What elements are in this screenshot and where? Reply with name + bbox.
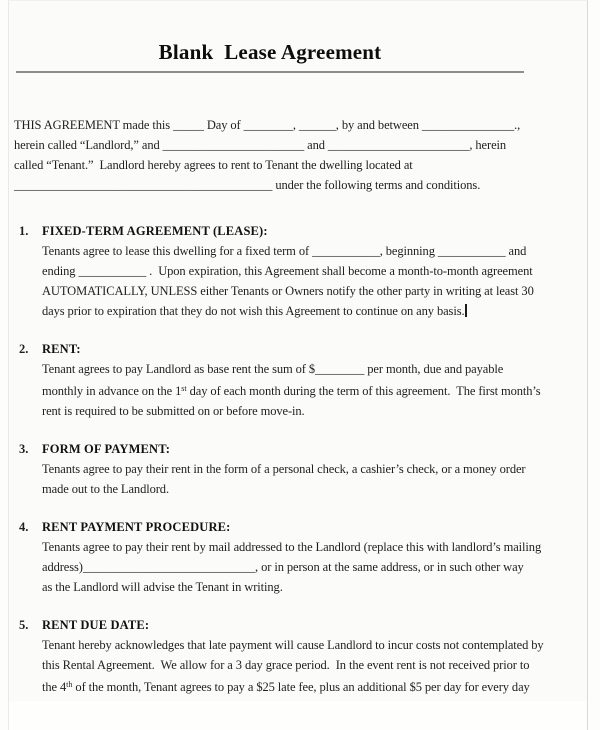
body-line: rent is required to be submitted on or before move-in. <box>42 404 305 418</box>
body-line <box>42 379 587 401</box>
title-underline-rule <box>16 71 524 73</box>
intro-line: __________________________________________ under the following terms and conditions. <box>14 178 481 192</box>
section-number: 4. <box>19 520 29 534</box>
section-rent-due-date <box>9 615 587 697</box>
body-line: made out to the Landlord. <box>42 482 169 496</box>
section-heading: RENT PAYMENT PROCEDURE: <box>42 520 231 534</box>
text-segment: of the month, Tenant agrees to pay a $25 late fee, plus an additional $5 per day for every day <box>72 680 530 694</box>
text-segment: day of each month during the term of this agreement. The first month’s <box>186 384 541 398</box>
body-line: AUTOMATICALLY, UNLESS either Tenants or Owners notify the other party in writing at least 30 <box>42 284 534 298</box>
page-bottom-margin <box>9 701 587 730</box>
section-rent-payment-procedure <box>9 517 587 597</box>
body-line: address)____________________________, or in person at the same address, or in such other way <box>42 560 524 574</box>
intro-paragraph <box>9 115 587 195</box>
section-number: 5. <box>19 618 29 632</box>
intro-line: called “Tenant.” Landlord hereby agrees to rent to Tenant the dwelling located at <box>14 158 413 172</box>
body-line: ending ___________ . Upon expiration, this Agreement shall become a month-to-month agreement <box>42 264 533 278</box>
body-line: Tenant agrees to pay Landlord as base rent the sum of $________ per month, due and payable <box>42 362 504 376</box>
superscript-ordinal: th <box>66 680 73 689</box>
section-rent <box>9 339 587 421</box>
section-number: 3. <box>19 442 29 456</box>
document-title: Blank Lease Agreement <box>158 40 382 64</box>
section-heading: FORM OF PAYMENT: <box>42 442 171 456</box>
section-heading: RENT DUE DATE: <box>42 618 150 632</box>
body-line <box>42 301 587 321</box>
text-caret <box>465 304 467 317</box>
body-line: Tenants agree to pay their rent in the form of a personal check, a cashier’s check, or a money order <box>42 462 526 476</box>
text-segment: monthly in advance on the 1 <box>42 384 182 398</box>
section-heading: RENT: <box>42 342 81 356</box>
section-list <box>9 221 587 697</box>
intro-line: THIS AGREEMENT made this _____ Day of ________, ______, by and between _______________., <box>14 118 521 132</box>
body-line: this Rental Agreement. We allow for a 3 day grace period. In the event rent is not received prior to <box>42 658 530 672</box>
intro-line: herein called “Landlord,” and _______________________ and _______________________, herein <box>14 138 507 152</box>
lease-document-page <box>8 0 588 730</box>
section-form-of-payment <box>9 439 587 499</box>
body-line: Tenants agree to pay their rent by mail addressed to the Landlord (replace this with landlord’s mailing <box>42 540 542 554</box>
body-line: as the Landlord will advise the Tenant in writing. <box>42 580 283 594</box>
body-line <box>42 675 587 697</box>
section-heading: FIXED-TERM AGREEMENT (LEASE): <box>42 224 268 238</box>
superscript-ordinal: st <box>181 384 187 393</box>
text-segment: the 4 <box>42 680 67 694</box>
section-fixed-term-agreement <box>9 221 587 321</box>
body-line: Tenant hereby acknowledges that late payment will cause Landlord to incur costs not contemplated by <box>42 638 544 652</box>
text-segment: days prior to expiration that they do not wish this Agreement to continue on any basis. <box>42 304 465 318</box>
body-line: Tenants agree to lease this dwelling for a fixed term of ___________, beginning ___________ and <box>42 244 527 258</box>
section-number: 2. <box>19 342 29 356</box>
section-number: 1. <box>19 224 29 238</box>
